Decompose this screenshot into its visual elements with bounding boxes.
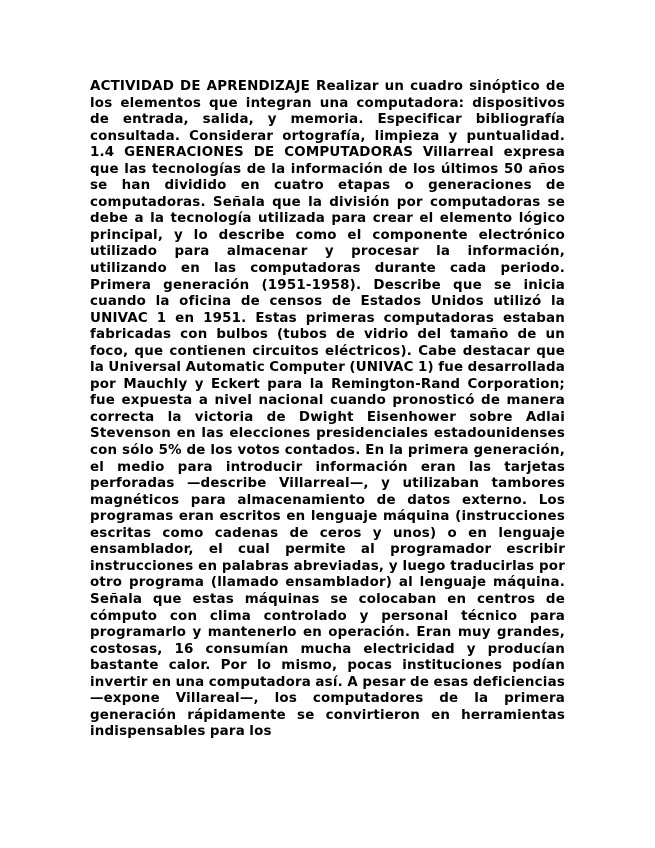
document-page <box>90 79 565 741</box>
document-body: Realizar un cuadro sinóptico de los elementos que integran una computadora: dispositivos de entrada, salida, y memoria. Especificar bibliografía consultada. Considerar ortografía, limpieza y puntualidad. 1.4 GENERACIONES DE COMPUTADORAS Villarreal expresa que las tecnologías de la información de los últimos 50 años se han dividido en cuatro etapas o generaciones de computadoras. Señala que la división por computadoras se debe a la tecnología utilizada para crear el elemento lógico principal, y lo describe como el componente electrónico utilizado para almacenar y procesar la información, utilizando en las computadoras durante cada periodo. Primera generación (1951-1958). Describe que se inicia cuando la oficina de censos de Estados Unidos utilizó la UNIVAC 1 en 1951. Estas primeras computadoras estaban fabricadas con bulbos (tubos de vidrio del tamaño de un foco, que contienen circuitos eléctricos). Cabe destacar que la Universal Automatic Computer (UNIVAC 1) fue desarrollada por Mauchly y Eckert para la Remington-Rand Corporation; fue expuesta a nivel nacional cuando pronosticó de manera correcta la victoria de Dwight Eisenhower sobre Adlai Stevenson en las elecciones presidenciales estadounidenses con sólo 5% de los votos contados. En la primera generación, el medio para introducir información eran las tarjetas perforadas —describe Villarreal—, y utilizaban tambores magnéticos para almacenamiento de datos externo. Los programas eran escritos en lenguaje máquina (instrucciones escritas como cadenas de ceros y unos) o en lenguaje ensamblador, el cual permite al programador escribir instrucciones en palabras abreviadas, y luego traducirlas por otro programa (llamado ensamblador) al lenguaje máquina. Señala que estas máquinas se colocaban en centros de cómputo con clima controlado y personal técnico para programarlo y mantenerlo en operación. Eran muy grandes, costosas, 16 consumían mucha electricidad y producían bastante calor. Por lo mismo, pocas instituciones podían invertir en una computadora así. A pesar de esas deficiencias —expone Villareal—, los computadores de la primera generación rápidamente se convirtieron en herramientas indispensables para los <box>90 79 565 740</box>
document-paragraph <box>90 79 565 741</box>
activity-heading: ACTIVIDAD DE APRENDIZAJE <box>90 79 311 94</box>
